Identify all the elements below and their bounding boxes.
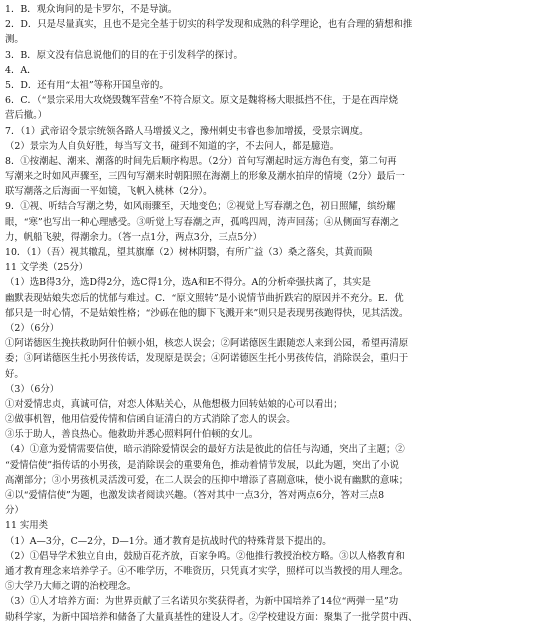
- text-line: 写潮来之时如风声骤至，三四句写潮来时朝阳照在海潮上的形象及潮水拍岸的情境（2分）最后一: [5, 171, 405, 183]
- text-line: 测。: [5, 34, 24, 46]
- text-line: 好。: [5, 368, 24, 380]
- text-line: 7．（1）武帝诏令景宗统领各路人马增援义之，豫州刺史韦睿也参加增援，受景宗调度。: [5, 125, 369, 137]
- text-line: ①阿诺德医生挽扶救助阿什伯顿小姐，核恋人误会；②阿诺德医生跟随恋人来到公园，希望再清原: [5, 338, 409, 350]
- text-line: 8．①按潮起、潮来、潮落的时间先后顺序构思。（2分）首句写潮起时远方海色有变，第二句再: [5, 155, 397, 167]
- text-line: 11 文学类（25分）: [5, 262, 89, 274]
- answer-key-document: [5, 2, 531, 625]
- text-line: 1．B．观众询问的是卡罗尔，不是导演。: [5, 4, 178, 15]
- text-line: 委；③阿诺德医生托小男孩传话，发现原是误会；④阿诺德医生托小男孩传信，消除误会，重归于: [5, 353, 409, 365]
- text-line: ⑤大学乃大师之谓的治校理念。: [5, 581, 137, 593]
- text-line: 9．①视、听结合写潮之势，如风雨骤至，天地变色；②视觉上写春潮之色，初日照耀，缤纷耀: [5, 201, 396, 213]
- text-line: 勋科学家，为新中国培养和储备了大量真基性的建设人才。②学校建设方面：聚集了一批学贯中西、: [5, 611, 418, 623]
- text-line: 6．C．（“景宗采用大攻烧毁魏军营垒”不符合原文。原文是魏将杨大眼抵挡不住，于是在西岸烧: [5, 95, 399, 107]
- text-line: ②做事机智，他用信爱传情和信函自证清白的方式消除了恋人的误会。: [5, 414, 296, 426]
- text-line: （4）①意为爱情需要信使，暗示消除爱情误会的最好方法是彼此的信任与沟通，突出了主题；②: [5, 444, 405, 456]
- text-line: 力，帆船飞驶，得潮余力。（答一点1分，两点3分，三点5分）: [5, 231, 262, 243]
- text-line: 营后撤。）: [5, 110, 48, 122]
- text-line: ④以“爱情信使”为题，也激发读者阅读兴趣。（答对其中一点3分，答对两点6分，答对三点8: [5, 490, 385, 501]
- text-line: 11 实用类: [5, 520, 49, 532]
- text-line: 联写潮落之后海面一平如镜，飞帆入桃林（2分）。: [5, 186, 213, 198]
- text-line: 高潮部分；③小男孩机灵活泼可爱，在二人误会的压抑中增添了喜剧意味，使小说有幽默的意味；: [5, 474, 409, 486]
- text-line: （3）①人才培养方面：为世界贡献了三名诺贝尔奖获得者，为新中国培养了14位“两弹一星”功: [5, 596, 399, 608]
- text-line: 4．A．: [5, 64, 37, 76]
- text-line: 分）: [5, 505, 24, 517]
- text-line: 通才教育理念来培养学子。④不唯学历，不唯资历，只凭真才实学，照样可以当教授的用人理念。: [5, 565, 409, 577]
- text-line: 2．D．只是尽量真实，且也不是完全基于切实的科学发现和成熟的科学理论，也有合理的猜想和推: [5, 19, 413, 31]
- text-line: ③乐于助人，善良热心。他救助并悉心照料阿什伯顿的女儿。: [5, 429, 259, 441]
- text-line: （1）A—3分，C—2分，D—1分。通才教育是抗战时代的特殊背景下提出的。: [5, 535, 332, 547]
- text-line: 10．（1）（吾）视其辙乱，望其旗靡（2）树林阴翳，有所广益（3）桑之落矣，其黄而陨: [5, 247, 373, 258]
- text-line: 郁只是一时心情，不是姑娘性格；“沙砾在他的脚下飞溅开来”则只是表现男孩跑得快，见其活泼。: [5, 307, 409, 319]
- text-line: （3）（6分）: [5, 383, 60, 395]
- text-line: 幽默表现姑娘失恋后的忧郁与难过。C．“原文照转”是小说情节曲折跌宕的原因并不充分。E．优: [5, 292, 404, 304]
- text-line: （2）（6分）: [5, 322, 60, 334]
- text-line: 3．B．原文没有信息说他们的目的在于引发科学的探讨。: [5, 49, 243, 61]
- text-line: 5．D．还有用“太祖”等称开国皇帝的。: [5, 79, 169, 91]
- text-line: “爱情信使”指传话的小男孩，是消除误会的重要角色，推动着情节发展，以此为题，突出了小说: [5, 459, 399, 471]
- text-line: （1）选B得3分，选D得2分，选C得1分，选A和E不得分。A的分析牵强扶离了，其实是: [5, 277, 371, 289]
- text-line: 眼，“寒”也写出一种心理感受。③听觉上写春潮之声，孤鸣四周，涛声回荡；④从侧面写春潮之: [5, 216, 399, 228]
- text-line: （2）景宗为人自负好胜，每当写文书，碰到不知道的字，不去问人，都是臆造。: [5, 140, 340, 152]
- text-line: ①对爱情忠贞，真诚可信，对恋人体贴关心，从他想极力回转姑娘的心可以看出；: [5, 398, 343, 410]
- text-line: （2）①倡导学术独立自由，鼓励百花齐放，百家争鸣。②他推行教授治校方略。③以人格教育和: [5, 550, 405, 562]
